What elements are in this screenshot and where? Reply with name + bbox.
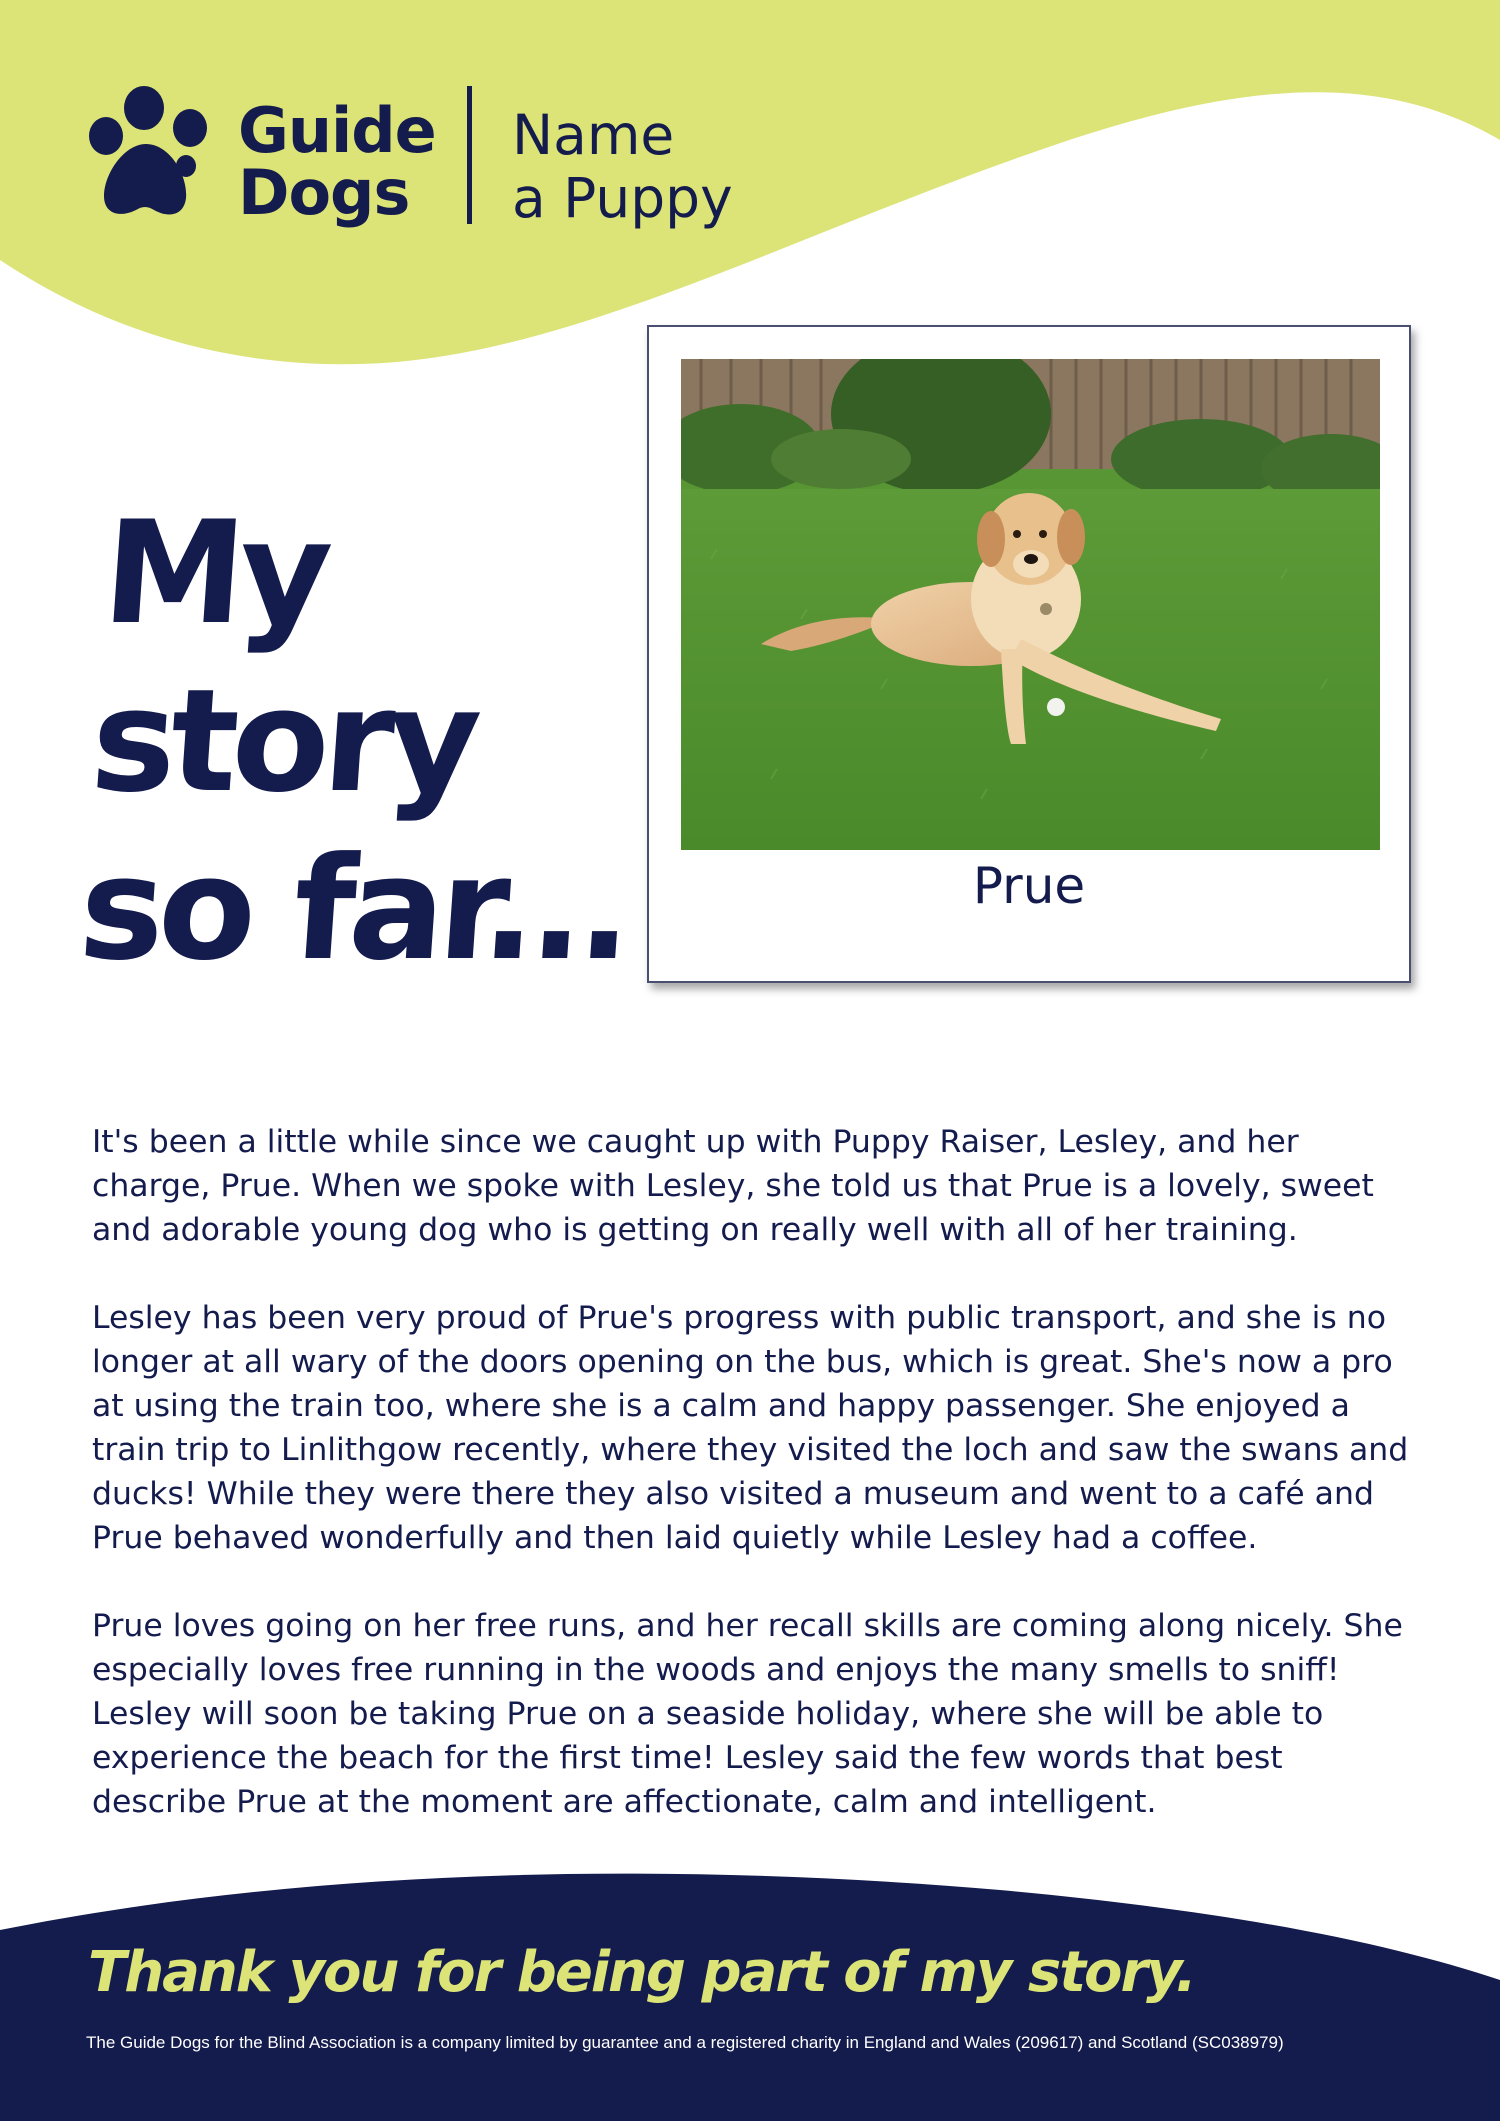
programme-line-1: Name xyxy=(512,103,675,167)
page-title-line-2: so far... xyxy=(74,827,633,992)
story-body xyxy=(92,1120,1422,1868)
page-title xyxy=(74,490,669,994)
story-paragraph-2: Lesley has been very proud of Prue's progress with public transport, and she is no longer at all wary of the doors opening on the bus, which is great. She's now a pro at using the train too, where she is a calm and happy passenger. She enjoyed a train trip to Linlithgow recently, where they visited the loch and saw the swans and ducks! While they were there they also visited a museum and went to a café and Prue behaved wonderfully and then laid quietly while Lesley had a coffee. xyxy=(92,1300,1409,1556)
photo-card xyxy=(647,325,1411,983)
paw-logo-icon xyxy=(84,84,212,220)
page-title-line-1: My story xyxy=(86,491,481,824)
charity-legal-notice: The Guide Dogs for the Blind Association is a company limited by guarantee and a registered charity in England and Wales (209617) and Scotland (SC038979) xyxy=(86,2033,1284,2052)
logo-divider xyxy=(467,86,472,224)
puppy-photo xyxy=(681,359,1380,850)
logo-line-1: Guide xyxy=(238,94,436,167)
logo-line-2: Dogs xyxy=(238,156,410,229)
story-paragraph-3: Prue loves going on her free runs, and her recall skills are coming along nicely. She especially loves free running in the woods and enjoys the many smells to sniff! Lesley will soon be taking Prue on a seaside holiday, where she will be able to experience the beach for the first time! Lesley said the few words that best describe Prue at the moment are affectionate, calm and intelligent. xyxy=(92,1608,1403,1820)
header-wave-background xyxy=(0,0,1500,380)
name-a-puppy-wordmark xyxy=(512,104,733,230)
programme-line-2: a Puppy xyxy=(512,166,733,230)
story-paragraph-1: It's been a little while since we caught up with Puppy Raiser, Lesley, and her charge, Prue. When we spoke with Lesley, she told us that Prue is a lovely, sweet and adorable young dog who is getting on really well with all of her training. xyxy=(92,1124,1374,1248)
photo-caption: Prue xyxy=(972,857,1086,915)
thank-you-message: Thank you for being part of my story. xyxy=(88,1940,1195,2005)
guide-dogs-wordmark xyxy=(238,94,436,229)
